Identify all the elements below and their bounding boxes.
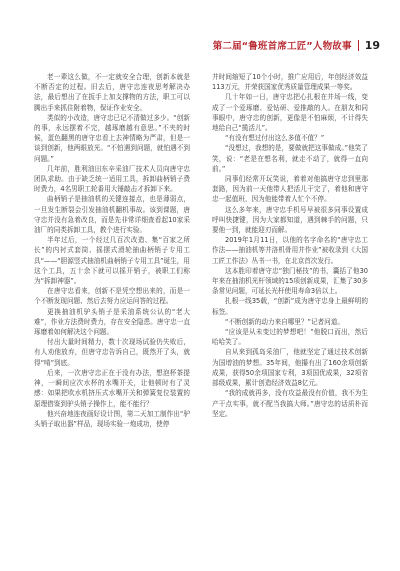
paragraph: 类似的小改造，唐守忠已记不清做过多少。“创新的事，永远摆着不完，越琢磨越有意思。”不夹的时候，蛋色翻黑的唐守忠看上去神情略为严肃，但是一谈到创新，他两眼放光。“不怕遇到问题，就怕遇不到问题。” [34,113,190,163]
paragraph: 在唐守忠看来，创新不是凭空想出来的，而是一个不断发现问题、然后去努力应运问答的过程。 [34,287,190,306]
paragraph: 井时间缩短了10个小时，推广应用后，年创经济效益113万元，并荣获国家优秀质量管理成果一等奖。 [212,73,368,92]
right-text-column [212,72,368,419]
paragraph: 这么多年来，唐守忠手机号早被很多同事设置成呼叫快捷键，因为大家都知道，遇到棘手的问题，只要他一到，就能迎刃而解。 [212,205,368,235]
paragraph: 老一辈这么做，不一定就安全合理，创新本就是不断否定的过程。旧去后，唐守忠连夜思考解决办法，最后想出了在扳手上加支撑物的方法，职工可以腾出手来抓住附着物，保证作业安全。 [34,73,190,112]
paragraph: 自从来到孤岛采油厂，他就坚定了通过技术创新为国增油的梦想。35年间，他攥有出了160余项创新成果，获得50余项国家专利，3项国优成果，32项省部级成果，累计创造经济效益8亿元。 [212,348,368,388]
paragraph: 同事们经常开玩笑说，着着对他搞唐守忠到里那套路，因为前一天他带人把活儿干完了，着他和唐守忠一起值班，因为他能带着人忙个不停。 [212,175,368,204]
section-title: 第二届“鲁班首席工匠”人物故事 [212,41,352,52]
paragraph: “我的成就再多，没有攻益最没有价值，我不为生产干点实事，就不配当我搞大师。”唐守忠的话质朴而坚定。 [212,389,368,418]
paragraph: 他兴奋地连夜画好设计图，第二天加工制作出“驴头销子取出器”样品，现场实验一炮成功，使停 [34,409,190,428]
page-number: 19 [364,38,380,52]
paragraph: 几十年如一日，唐守忠把心扎根在井场一线，变成了一个爱琢磨、爱钻研、爱推敲的人。在朋友和同事眼中，唐守忠的创新，更像是不怕麻烦，不计得失地给自己“揽活儿”。 [212,93,368,133]
paragraph: “有没有想过付出这么多值不值？” [225,134,325,143]
paragraph: 曲柄销子是抽油机的关键连接点，也是薄弱点，一旦发生断裂会引发抽油机翻机事故。该到课题，唐守忠并没有急着改良，而是先非常详细查看起10家采油厂的同类拆卸工具，教个进行实验。 [34,195,190,235]
paragraph: 扎根一线35载，“创新”成为唐守忠身上最鲜明的标签。 [212,297,368,316]
paragraph: 后来，一次唐守忠正在于没有办法，想泡杯茶提神，一瞬间应次水杯的水嘴开关，让他顿时有了灵感：如果把吹水机挤压式水嘴开关和弹簧复位装置的原理借鉴到驴头销子操作上，能不能行？ [34,368,190,408]
paragraph: 半年过后，一个经过几百次改造、集“百家之所长”的内衬式套筒、摇摆式滑轮抽曲柄销子专用工具“——“胆源竖式抽油机曲柄销子专用工具”诞生，用这个工具，五十余下就可以摇开销子，被职工们称为“拆卸神器”。 [34,236,190,286]
paragraph: 更换抽油机驴头销子是采油系统公认的“老大难”，作业方法费时费力，存在安全隐患。唐守忠一直琢磨着如何解决这个问题。 [34,307,190,337]
page-header [200,36,380,54]
header-divider [358,40,359,51]
paragraph: “应该是从未变过的梦想吧！”他脱口而出，然后哈哈笑了。 [212,328,368,347]
left-text-column [34,72,190,429]
paragraph: 2019年1月11日，以他的名字命名的“唐守忠工作法——抽油机等井洛机骨用井作业”被收录到《大国工匠工作法》丛书一书，在北京首次发行。 [212,236,368,265]
paragraph: 付出大量时间精力，数十次现场试验仍失败后，有人劝他放弃，但唐守忠告诉自己，既然开了头，就得“啃”到底。 [34,338,190,367]
paragraph: “不断创新的动力来自哪里？”记者问道。 [225,317,344,326]
paragraph: 这本胜印着唐守忠“独门秘技”的书，囊括了他30年来在抽油机光杆领域的15项创新成果，汇集了30多条常见问题，可延长光杆使用寿命3倍以上。 [212,266,368,296]
paragraph: 几年前，胜利油田东辛采油厂技术人员向唐守忠团队求助。由于缺乏统一适用工具，拆卸曲柄销子费时费力，4名男职工轮番用大锤敲击才拆卸下来。 [34,164,190,194]
paragraph: “没想过，我想的是，要做就把这事做成。”他笑了笑，说：“老是在想名利，就走不动了，就得一直向前。” [212,144,368,173]
